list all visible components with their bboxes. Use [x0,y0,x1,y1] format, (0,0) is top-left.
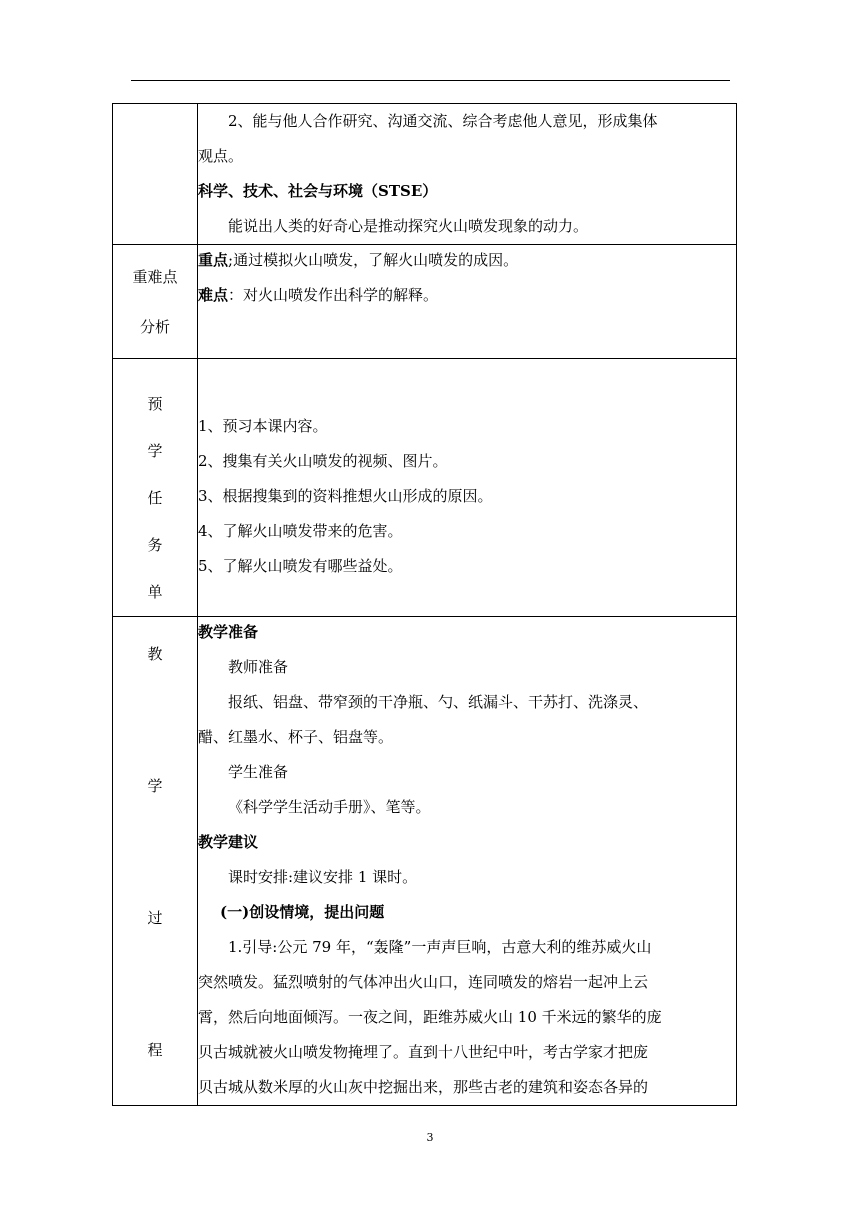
subheading: 学生准备 [228,763,289,781]
row-label-empty [113,104,198,245]
teaching-process-cell [198,617,737,1106]
objective-line: 观点。 [198,147,244,165]
preview-tasks-cell [198,359,737,617]
paragraph-line: 1.引导:公元 79 年，“轰隆”一声声巨响，古意大利的维苏威火山 [228,938,652,956]
key-points-cell [198,245,737,359]
stse-heading: 科学、技术、社会与环境（STSE） [198,182,438,200]
label-line: 重难点 [132,267,178,286]
label-char: 学 [147,777,163,795]
list-item: 5、了解火山喷发有哪些益处。 [198,557,403,575]
subheading: 教师准备 [228,658,289,676]
label-char: 过 [147,909,163,927]
schedule-line: 课时安排:建议安排 1 课时。 [228,868,418,886]
list-item: 4、了解火山喷发带来的危害。 [198,522,403,540]
difficulty-text: ：对火山喷发作出科学的解释。 [228,286,439,304]
page-number: 3 [426,1131,434,1144]
materials-line: 醋、红墨水、杯子、铝盘等。 [198,728,394,746]
key-point-label: 重点 [198,251,229,269]
difficulty-label: 难点 [198,286,229,304]
section-heading: 教学建议 [198,833,259,851]
paragraph-line: 突然喷发。猛烈喷射的气体冲出火山口，连同喷发的熔岩一起冲上云 [198,973,649,991]
label-char: 学 [147,442,163,460]
table-row-key-points [113,245,737,359]
row-label-teaching-process [113,617,198,1106]
list-item: 3、根据搜集到的资料推想火山形成的原因。 [198,487,493,505]
section-heading: 教学准备 [198,623,259,641]
paragraph-line: 贝古城从数米厚的火山灰中挖掘出来，那些古老的建筑和姿态各异的 [198,1078,649,1096]
paragraph-line: 霄，然后向地面倾泻。一夜之间，距维苏威火山 10 千米远的繁华的庞 [198,1008,662,1026]
section-heading: (一)创设情境，提出问题 [220,903,385,921]
list-item: 1、预习本课内容。 [198,417,328,435]
row-label-key-points [113,245,198,359]
label-char: 务 [147,536,163,554]
lesson-plan-table [112,103,737,1106]
label-char: 教 [147,645,163,663]
label-char: 预 [147,395,163,413]
table-row-objectives [113,104,737,245]
header-rule [131,80,730,81]
materials-line: 报纸、铝盘、带窄颈的干净瓶、勺、纸漏斗、干苏打、洗涤灵、 [228,693,649,711]
table-row-preview-tasks [113,359,737,617]
paragraph-line: 贝古城就被火山喷发物掩埋了。直到十八世纪中叶，考古学家才把庞 [198,1043,649,1061]
list-item: 2、搜集有关火山喷发的视频、图片。 [198,452,448,470]
label-line: 分析 [139,317,170,336]
materials-line: 《科学学生活动手册》、笔等。 [228,798,431,816]
key-point-text: ;通过模拟火山喷发，了解火山喷发的成因。 [228,251,519,269]
row-label-preview-tasks [113,359,198,617]
difficulty-line [198,278,736,313]
table-row-teaching-process [113,617,737,1106]
objective-line: 2、能与他人合作研究、沟通交流、综合考虑他人意见，形成集体 [228,112,658,130]
objectives-cell [198,104,737,245]
label-char: 单 [147,583,163,601]
label-char: 程 [147,1041,163,1059]
label-char: 任 [147,489,163,507]
objective-line: 能说出人类的好奇心是推动探究火山喷发现象的动力。 [228,217,589,235]
key-point-line [198,243,736,278]
